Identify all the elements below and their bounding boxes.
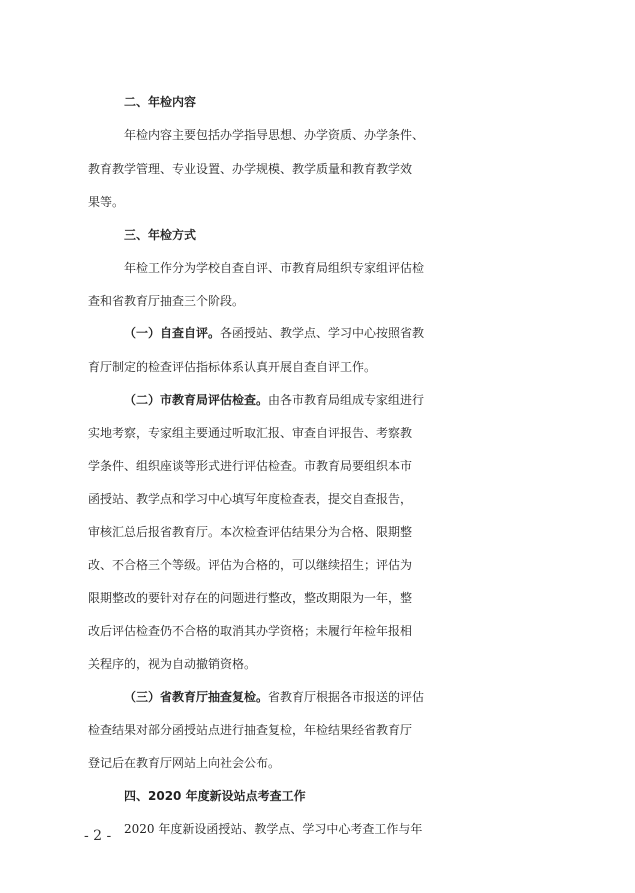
item-line (124, 686, 635, 708)
paragraph-line: 函授站、教学点和学习中心填写年度检查表，提交自查报告， (88, 492, 413, 506)
item-label: （一）自查自评。 (124, 326, 221, 340)
paragraph-line: 育厅制定的检查评估指标体系认真开展自查自评工作。 (88, 360, 377, 374)
section-heading: 二、年检内容 (124, 95, 197, 109)
paragraph-line: 年检工作分为学校自查自评、市教育局组织专家组评估检 (124, 261, 425, 275)
item-text: 各函授站、教学点、学习中心按照省教 (220, 326, 425, 340)
paragraph-line: 学条件、组织座谈等形式进行评估检查。市教育局要组织本市 (88, 459, 413, 473)
paragraph-line: 检查结果对部分函授站点进行抽查复检，年检结果经省教育厅 (88, 723, 413, 737)
paragraph-line: 改后评估检查仍不合格的取消其办学资格；未履行年检年报相 (88, 624, 413, 638)
paragraph-line: 教育教学管理、专业设置、办学规模、教学质量和教育教学效 (88, 162, 413, 176)
paragraph-line: 关程序的，视为自动撤销资格。 (88, 657, 257, 671)
item-label: （三）省教育厅抽查复检。 (124, 690, 269, 704)
paragraph-line: 查和省教育厅抽查三个阶段。 (88, 294, 245, 308)
page-number: - 2 - (84, 828, 112, 844)
paragraph-line: 改、不合格三个等级。评估为合格的，可以继续招生；评估为 (88, 558, 413, 572)
paragraph-line: 实地考察，专家组主要通过听取汇报、审查自评报告、考察教 (88, 426, 413, 440)
item-line (124, 322, 635, 344)
item-text: 由各市教育局组成专家组进行 (268, 393, 425, 407)
paragraph-line: 限期整改的要针对存在的问题进行整改，整改期限为一年，整 (88, 591, 413, 605)
paragraph-line: 登记后在教育厅网站上向社会公布。 (88, 756, 281, 770)
item-line (124, 389, 635, 411)
paragraph-line: 果等。 (88, 195, 125, 209)
section-heading: 四、2020 年度新设站点考查工作 (124, 789, 306, 803)
item-label: （二）市教育局评估检查。 (124, 393, 269, 407)
section-heading: 三、年检方式 (124, 228, 197, 242)
paragraph-line: 审核汇总后报省教育厅。本次检查评估结果分为合格、限期整 (88, 525, 413, 539)
paragraph-line: 2020 年度新设函授站、教学点、学习中心考查工作与年 (124, 822, 423, 836)
paragraph-line: 年检内容主要包括办学指导思想、办学资质、办学条件、 (124, 128, 425, 142)
item-text: 省教育厅根据各市报送的评估 (268, 690, 425, 704)
